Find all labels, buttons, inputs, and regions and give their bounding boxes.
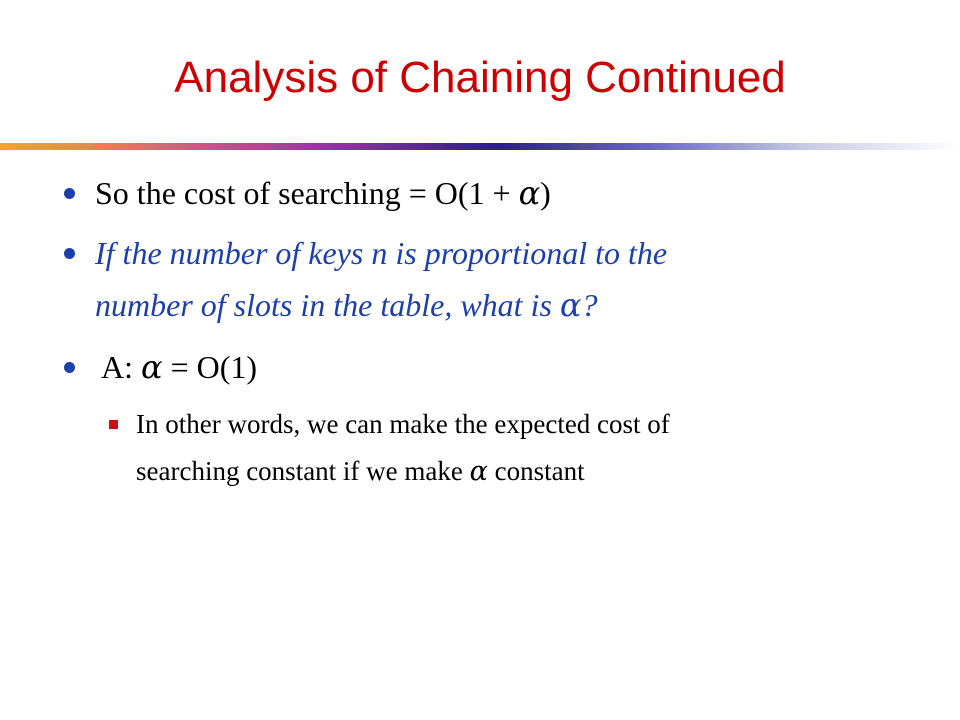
- alpha-symbol: α: [141, 348, 163, 386]
- bullet-dot-icon: [64, 248, 75, 259]
- alpha-symbol: α: [559, 286, 582, 324]
- sub-bullet-line2: [136, 453, 585, 490]
- bullet-text: A:: [101, 349, 141, 385]
- sub-bullet-text: constant: [487, 456, 585, 486]
- bullet-answer: [101, 346, 257, 388]
- alpha-symbol: α: [518, 174, 541, 212]
- bullet-text: ): [540, 175, 551, 211]
- sub-bullet-line1: In other words, we can make the expected cost of: [136, 409, 670, 439]
- bullet-question-line2: [95, 284, 598, 326]
- bullet-text: number of slots in the table, what is: [95, 287, 560, 323]
- bullet-question-line1: If the number of keys n is proportional to the: [95, 235, 668, 271]
- slide-title: Analysis of Chaining Continued: [174, 53, 786, 102]
- sub-bullet-square-icon: [109, 420, 118, 429]
- sub-bullet-text: searching constant if we make: [136, 456, 470, 486]
- bullet-dot-icon: [64, 362, 75, 373]
- bullet-text: = O(1): [162, 349, 258, 385]
- bullet-text: ?: [581, 287, 598, 323]
- bullet-cost-of-searching: [95, 172, 551, 214]
- bullet-dot-icon: [64, 188, 75, 199]
- alpha-symbol: α: [469, 456, 488, 487]
- bullet-text: So the cost of searching = O(1 +: [95, 175, 519, 211]
